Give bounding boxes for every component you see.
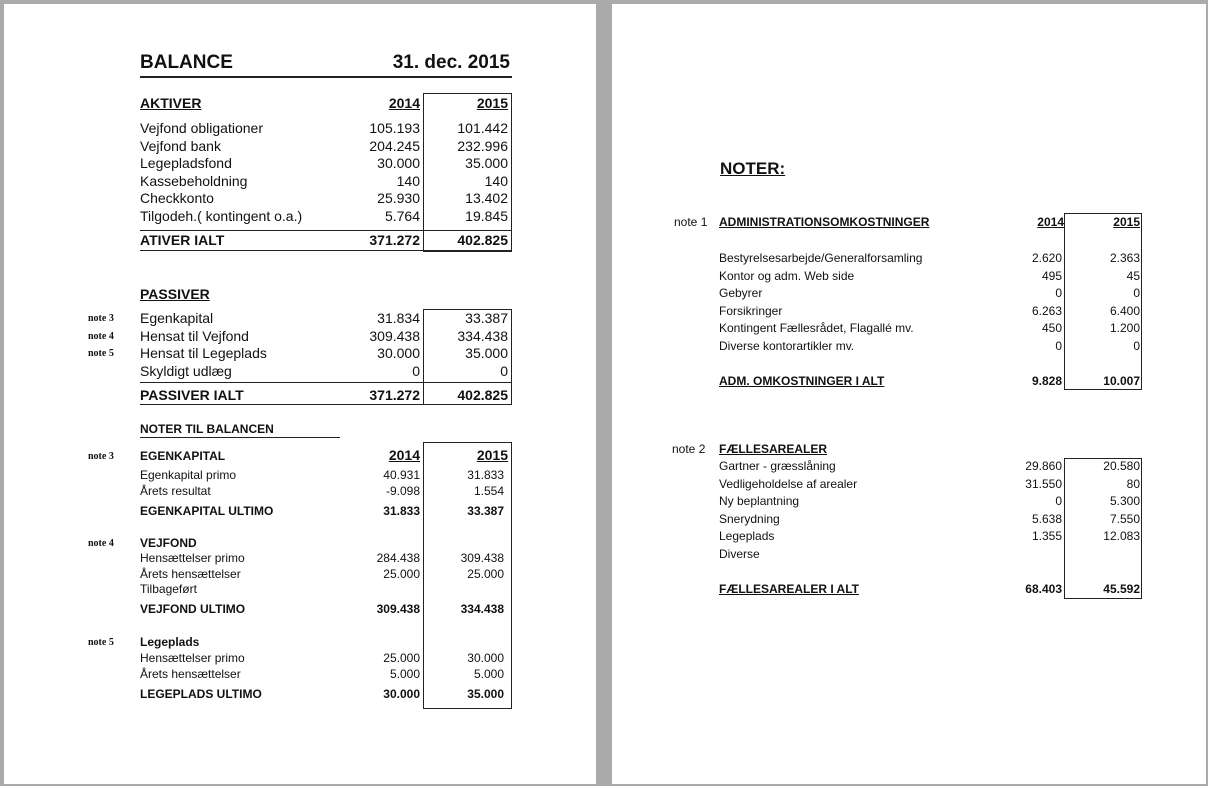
row-value-2015: 6.400 [1109,303,1140,318]
faellesarealer-total-label: FÆLLESAREALER I ALT [719,582,859,596]
aktiver-heading: AKTIVER [140,95,202,111]
row-value-2015: 1.200 [1109,321,1140,335]
row-label: Skyldigt udlæg [140,362,232,379]
row-note-label: note 5 [88,348,114,360]
row-value-2015: 7.550 [1109,511,1140,526]
legeplads-heading: Legeplads [140,635,200,649]
row-label: Årets resultat [140,483,211,498]
note1-col-2015: 2015 [1113,215,1140,229]
row-value-2014: 2.620 [1031,251,1062,265]
row-value-2014: 25.930 [377,190,420,207]
note1-col-2014: 2014 [1037,215,1064,229]
legeplads-total-2015: 35.000 [467,687,504,701]
row-value-2014: 40.931 [383,468,420,482]
note3-label: note 3 [88,451,114,462]
row-value-2014: 309.438 [369,327,420,344]
row-label: Checkkonto [140,190,214,207]
row-value-2015: 30.000 [467,651,504,665]
admin-total-label: ADM. OMKOSTNINGER I ALT [719,374,885,388]
row-value-2014: 25.000 [383,566,420,581]
note3-col-2015: 2015 [476,447,508,463]
row-label: Hensat til Vejfond [140,327,249,344]
row-label: Vejfond bank [140,137,221,154]
faellesarealer-total-2014: 68.403 [1025,582,1062,596]
passiver-total-2014: 371.272 [369,387,420,403]
row-value-2014: -9.098 [385,483,420,498]
row-label: Hensættelser primo [140,551,245,565]
aktiver-total-rule [140,230,512,231]
row-label: Legeplads [719,529,775,543]
vejfond-total-2014: 309.438 [376,602,420,616]
row-label: Årets hensættelser [140,566,241,581]
row-value-2014: 0 [1055,338,1062,353]
aktiver-total-underline [140,250,512,251]
row-label: Årets hensættelser [140,666,241,681]
row-label: Forsikringer [719,303,783,318]
row-value-2014: 6.263 [1031,303,1062,318]
row-value-2015: 101.442 [457,120,508,136]
row-label: Egenkapital [140,310,214,326]
row-value-2015: 19.845 [465,208,508,224]
row-value-2015: 13.402 [465,190,508,207]
aktiver-total-2015: 402.825 [457,232,508,248]
row-value-2015: 12.083 [1103,529,1140,543]
row-label: Vejfond obligationer [140,120,263,136]
row-label: Kontingent Fællesrådet, Flagallé mv. [719,321,914,335]
vejfond-heading: VEJFOND [140,536,197,550]
row-value-2015: 25.000 [467,566,504,581]
row-value-2015: 334.438 [457,327,508,344]
row-label: Tilgodeh.( kontingent o.a.) [140,208,303,224]
row-value-2014: 5.764 [384,208,420,224]
row-value-2015: 33.387 [465,310,508,326]
faellesarealer-heading: FÆLLESAREALER [719,442,827,456]
egenkapital-heading: EGENKAPITAL [140,449,226,463]
row-value-2014: 0 [1055,286,1062,300]
row-value-2015: 140 [484,172,508,189]
row-value-2014: 495 [1041,268,1062,283]
aktiver-col-2014: 2014 [388,95,420,111]
row-value-2014: 450 [1041,321,1062,335]
passiver-total-underline [140,404,512,405]
noter-heading-rule [140,437,340,438]
row-value-2014: 0 [412,362,420,379]
admin-total-2015: 10.007 [1103,374,1140,388]
note1-label: note 1 [674,215,708,229]
row-value-2014: 140 [396,172,420,189]
row-value-2015: 5.300 [1109,494,1140,508]
row-label: Legepladsfond [140,155,232,172]
faellesarealer-total-2015: 45.592 [1103,582,1140,596]
note4-label: note 4 [88,538,114,549]
passiver-total-label: PASSIVER IALT [140,387,244,403]
row-value-2014: 1.355 [1031,529,1062,543]
row-value-2015: 2.363 [1109,251,1140,265]
row-value-2014: 5.638 [1031,511,1062,526]
row-value-2015: 31.833 [467,468,504,482]
row-label: Hensat til Legeplads [140,345,267,362]
row-value-2014: 30.000 [377,345,420,362]
row-value-2015: 80 [1126,476,1140,491]
row-label: Bestyrelsesarbejde/Generalforsamling [719,251,923,265]
legeplads-total-2014: 30.000 [383,687,420,701]
row-value-2014: 31.834 [377,310,420,326]
legeplads-total-label: LEGEPLADS ULTIMO [140,687,262,701]
note1-2015-box [1064,213,1142,390]
row-label: Ny beplantning [719,494,800,508]
row-note-label: note 4 [88,330,114,342]
aktiver-total-label: ATIVER IALT [140,232,225,248]
note5-label: note 5 [88,637,114,648]
row-value-2014: 5.000 [389,666,420,681]
balance-date: 31. dec. 2015 [392,52,510,73]
note2-label: note 2 [672,442,706,456]
row-value-2015: 45 [1126,268,1140,283]
passiver-total-2015: 402.825 [457,387,508,403]
egenkapital-total-2014: 31.833 [383,504,420,518]
row-label: Gartner - græsslåning [719,459,836,473]
row-value-2015: 5.000 [473,666,504,681]
admin-heading: ADMINISTRATIONSOMKOSTNINGER [719,215,930,229]
page-right [612,4,1206,784]
note3-col-2014: 2014 [388,447,420,463]
egenkapital-total-label: EGENKAPITAL ULTIMO [140,504,274,518]
balance-title: BALANCE [140,52,233,73]
row-label: Hensættelser primo [140,651,245,665]
row-label: Vedligeholdelse af arealer [719,476,858,491]
row-value-2015: 0 [1133,286,1140,300]
row-label: Gebyrer [719,286,763,300]
egenkapital-total-2015: 33.387 [467,504,504,518]
vejfond-total-2015: 334.438 [460,602,504,616]
title-rule [140,76,512,78]
row-label: Snerydning [719,511,780,526]
noter-til-balancen-heading: NOTER TIL BALANCEN [140,422,274,436]
vejfond-total-label: VEJFOND ULTIMO [140,602,246,616]
noter-title: NOTER: [720,159,786,178]
row-value-2015: 309.438 [460,551,504,565]
row-value-2015: 1.554 [473,483,504,498]
row-value-2015: 20.580 [1103,459,1140,473]
row-value-2015: 0 [1133,338,1140,353]
passiver-total-rule [140,382,512,383]
row-value-2014: 30.000 [377,155,420,172]
row-value-2015: 35.000 [465,155,508,172]
row-value-2015: 35.000 [465,345,508,362]
aktiver-col-2015: 2015 [476,95,508,111]
row-value-2014: 204.245 [369,137,420,154]
admin-total-2014: 9.828 [1031,374,1062,388]
row-value-2014: 0 [1055,494,1062,508]
row-value-2014: 284.438 [376,551,420,565]
row-value-2015: 232.996 [457,137,508,154]
passiver-heading: PASSIVER [140,286,210,302]
row-label: Kontor og adm. Web side [719,268,855,283]
row-value-2015: 0 [500,362,508,379]
aktiver-total-2014: 371.272 [369,232,420,248]
row-value-2014: 25.000 [383,651,420,665]
row-value-2014: 105.193 [369,120,420,136]
row-label: Tilbageført [140,582,197,596]
row-label: Egenkapital primo [140,468,237,482]
row-label: Diverse [719,546,760,561]
page-left [4,4,596,784]
row-label: Diverse kontorartikler mv. [719,338,855,353]
row-note-label: note 3 [88,313,114,324]
row-label: Kassebeholdning [140,172,248,189]
row-value-2014: 31.550 [1025,476,1062,491]
row-value-2014: 29.860 [1025,459,1062,473]
